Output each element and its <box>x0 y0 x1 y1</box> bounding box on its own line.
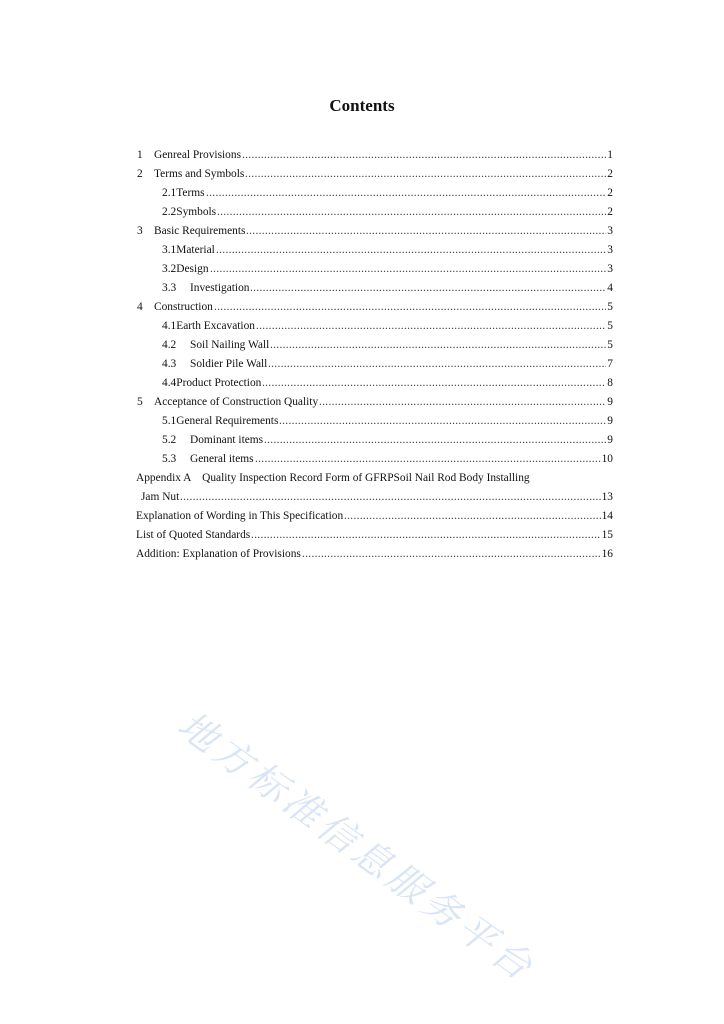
toc-page-number: 14 <box>601 510 613 522</box>
toc-entry[interactable] <box>0 452 724 466</box>
toc-entry-title: 3.1Material <box>162 244 215 256</box>
toc-page-number: 5 <box>607 320 613 332</box>
toc-entry-title: Construction <box>154 301 213 313</box>
toc-entry[interactable] <box>0 547 724 561</box>
toc-entry-number: 5 <box>137 396 143 408</box>
toc-entry-title: Explanation of Wording in This Specification <box>136 510 344 522</box>
toc-page-number: 13 <box>601 491 613 503</box>
toc-entry[interactable] <box>0 471 724 485</box>
toc-page-number: 5 <box>607 301 613 313</box>
toc-page-number: 3 <box>607 225 613 237</box>
toc-entry[interactable] <box>0 186 724 200</box>
toc-leader-dots <box>256 319 606 333</box>
toc-entry-number: 3.3 <box>162 282 177 294</box>
toc-leader-dots <box>214 300 606 314</box>
toc-entry-title: Genreal Provisions <box>154 149 241 161</box>
toc-entry-title: Dominant items <box>190 434 264 446</box>
toc-entry[interactable] <box>0 338 724 352</box>
toc-entry-title: Soldier Pile Wall <box>190 358 268 370</box>
toc-page-number: 16 <box>601 548 613 560</box>
toc-leader-dots <box>206 186 606 200</box>
toc-entry[interactable] <box>0 205 724 219</box>
toc-entry-number: 2 <box>137 168 143 180</box>
toc-page-number: 1 <box>607 149 613 161</box>
toc-leader-dots <box>268 357 606 371</box>
toc-page-number: 3 <box>607 263 613 275</box>
toc-entry-number: 4.3 <box>162 358 177 370</box>
toc-entry-title: General items <box>190 453 254 465</box>
toc-entry-title: Terms and Symbols <box>154 168 245 180</box>
toc-entry[interactable] <box>0 300 724 314</box>
toc-entry-title: 4.4Product Protection <box>162 377 262 389</box>
toc-entry-title: Jam Nut <box>141 491 180 503</box>
toc-leader-dots <box>344 509 601 523</box>
toc-page-number: 2 <box>607 168 613 180</box>
toc-entry[interactable] <box>0 433 724 447</box>
toc-leader-dots <box>246 224 606 238</box>
toc-page-number: 2 <box>607 206 613 218</box>
toc-entry[interactable] <box>0 319 724 333</box>
toc-entry[interactable] <box>0 509 724 523</box>
toc-entry[interactable] <box>0 414 724 428</box>
toc-leader-dots <box>302 547 601 561</box>
toc-entry-number: 4 <box>137 301 143 313</box>
toc-page-number: 9 <box>607 415 613 427</box>
toc-page-number: 15 <box>601 529 613 541</box>
toc-entry[interactable] <box>0 376 724 390</box>
toc-entry-title: 2.2Symbols <box>162 206 217 218</box>
toc-entry[interactable] <box>0 528 724 542</box>
toc-leader-dots <box>250 281 606 295</box>
watermark: 地方标准信息服务平台 <box>170 702 544 991</box>
toc-entry-title: Soil Nailing Wall <box>190 339 270 351</box>
toc-page-number: 5 <box>607 339 613 351</box>
toc-page-number: 9 <box>607 434 613 446</box>
toc-leader-dots <box>242 148 606 162</box>
toc-leader-dots <box>251 528 601 542</box>
toc-page-number: 4 <box>607 282 613 294</box>
toc-page-number: 3 <box>607 244 613 256</box>
toc-leader-dots <box>210 262 606 276</box>
toc-entry-title: 4.1Earth Excavation <box>162 320 255 332</box>
toc-entry-title: 3.2Design <box>162 263 209 275</box>
toc-entry-title: Appendix A Quality Inspection Record Form of GFRPSoil Nail Rod Body Installing <box>136 472 530 484</box>
toc-entry[interactable] <box>0 281 724 295</box>
toc-leader-dots <box>180 490 601 504</box>
toc-entry-title: Addition: Explanation of Provisions <box>136 548 301 560</box>
toc-leader-dots <box>217 205 606 219</box>
toc-leader-dots <box>264 433 606 447</box>
toc-entry[interactable] <box>0 490 724 504</box>
toc-entry[interactable] <box>0 262 724 276</box>
toc-entry-number: 5.3 <box>162 453 177 465</box>
toc-entry[interactable] <box>0 167 724 181</box>
toc-leader-dots <box>216 243 606 257</box>
toc-entry-title: 2.1Terms <box>162 187 205 199</box>
toc-entry-number: 1 <box>137 149 143 161</box>
page-title: Contents <box>329 96 395 115</box>
toc-entry-title: 5.1General Requirements <box>162 415 279 427</box>
toc-entry-number: 3 <box>137 225 143 237</box>
toc-entry[interactable] <box>0 357 724 371</box>
toc-entry[interactable] <box>0 224 724 238</box>
toc-entry-title: Basic Requirements <box>154 225 246 237</box>
toc-leader-dots <box>262 376 606 390</box>
toc-page-number: 8 <box>607 377 613 389</box>
toc-entry[interactable] <box>0 148 724 162</box>
toc-entry[interactable] <box>0 395 724 409</box>
toc-page-number: 2 <box>607 187 613 199</box>
toc-entry-title: Acceptance of Construction Quality <box>154 396 319 408</box>
toc-page-number: 9 <box>607 396 613 408</box>
toc-leader-dots <box>270 338 606 352</box>
toc-entry-number: 5.2 <box>162 434 177 446</box>
toc-page-number: 7 <box>607 358 613 370</box>
toc-leader-dots <box>279 414 606 428</box>
toc-leader-dots <box>245 167 606 181</box>
toc-page-number: 10 <box>601 453 613 465</box>
toc-entry-title: List of Quoted Standards <box>136 529 251 541</box>
toc-leader-dots <box>319 395 606 409</box>
toc-entry-number: 4.2 <box>162 339 177 351</box>
toc-entry-title: Investigation <box>190 282 250 294</box>
toc-leader-dots <box>255 452 601 466</box>
toc-entry[interactable] <box>0 243 724 257</box>
